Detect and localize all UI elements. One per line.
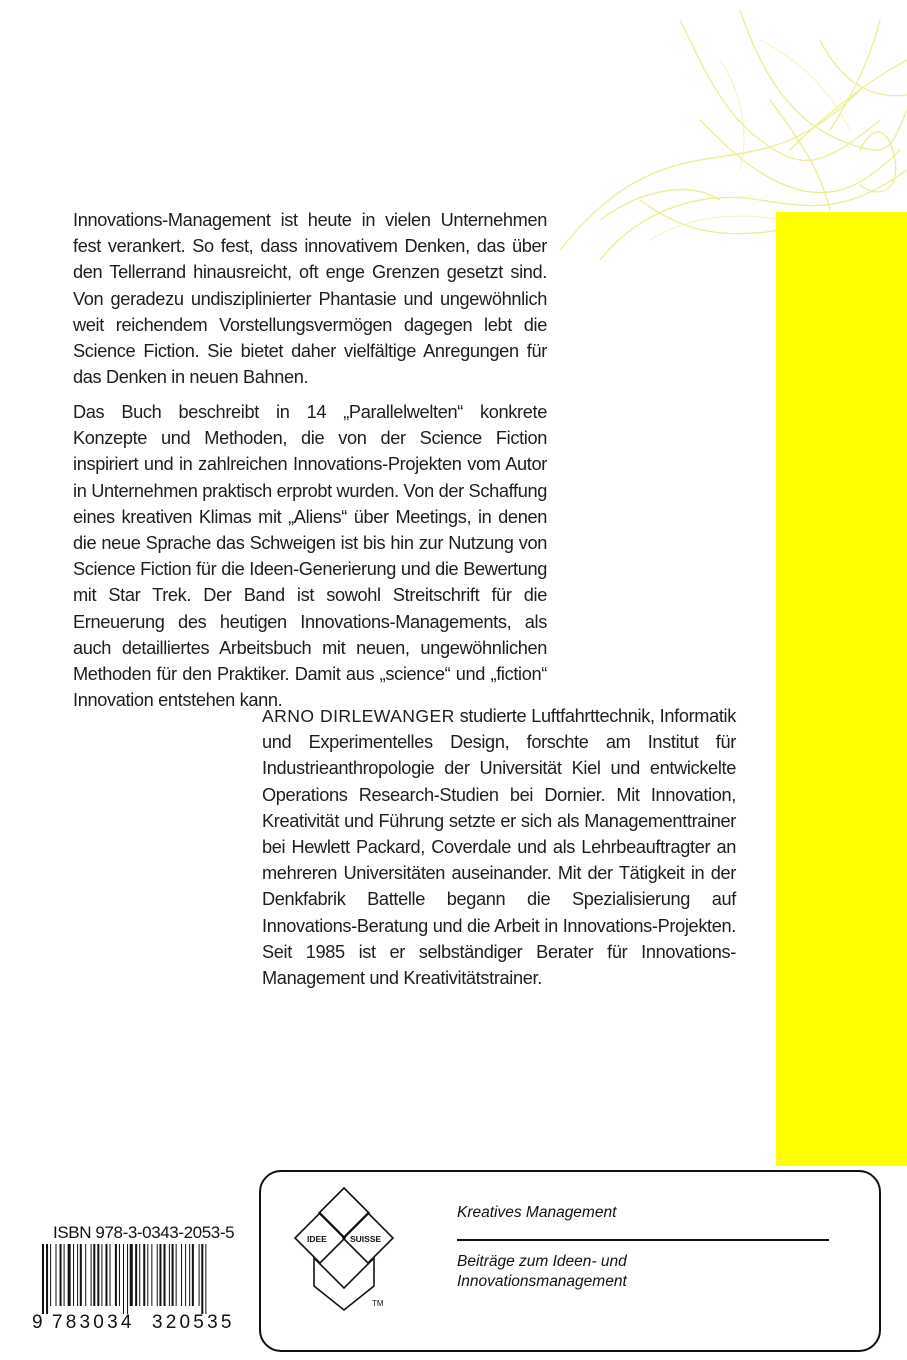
logo-diamond-top [319, 1188, 369, 1238]
barcode-bar [169, 1244, 170, 1306]
series-subtitle: Beiträge zum Ideen- und Innovationsmanagement [457, 1253, 627, 1290]
barcode-bar [123, 1244, 124, 1314]
author-bio [262, 703, 736, 991]
barcode-bar [181, 1244, 182, 1306]
barcode-bar [159, 1244, 161, 1306]
barcode-bar [147, 1244, 148, 1306]
barcode-bar [119, 1244, 120, 1306]
barcode-bar [115, 1244, 117, 1306]
barcode-bar [135, 1244, 137, 1306]
logo-text-idee: IDEE [307, 1234, 327, 1244]
author-bio-text: studierte Luftfahrttechnik, Informatik und Experimentelles Design, forschte am Institut für Industrieanthropologie der Universität Kiel und entwickelte Operations Research-Studien bei Dornier. Mit Innovation, Kreativität und Führung setzte er sich als Managementtrainer bei Hewlett Packard, Coverdale und als Lehrbeauftragter an mehreren Universitäten auseinander. Mit der Tätigkeit in der Denkfabrik Battelle begann die Spezialisierung auf Innovations-Beratung und die Arbeit in Innovations-Projekten. Seit 1985 ist er selbständiger Berater für Innovations-Management und Kreativitätstrainer. [262, 706, 736, 989]
logo-trademark: TM [372, 1299, 384, 1308]
barcode-bar [172, 1244, 174, 1306]
yellow-accent-bar [776, 212, 907, 1166]
series-divider [457, 1239, 829, 1241]
author-name: ARNO DIRLEWANGER [262, 706, 455, 726]
barcode-bar [127, 1244, 128, 1314]
barcode-bar [73, 1244, 74, 1306]
series-title: Kreatives Management [457, 1204, 617, 1221]
barcode-bar [56, 1244, 57, 1306]
barcode-bar [93, 1244, 95, 1306]
barcode-bar [46, 1244, 48, 1314]
barcode-bar [157, 1244, 158, 1306]
barcode-bar [205, 1244, 206, 1314]
isbn-label: ISBN 978-3-0343-2053-5 [53, 1223, 235, 1242]
barcode-digit-first: 9 [32, 1312, 43, 1330]
barcode-digits-right: 320535 [152, 1312, 235, 1330]
barcode-bar [68, 1244, 71, 1306]
barcode-bar [199, 1244, 200, 1306]
barcode-bar [189, 1244, 190, 1306]
barcode-bar [77, 1244, 78, 1306]
blurb-paragraph-2: Das Buch beschreibt in 14 „Parallelwelten“ konkrete Konzepte und Methoden, die von der Science Fiction inspiriert und in zahlreichen Innovations-Projekten vom Autor in Unternehmen praktisch erprobt wurden. Von der Schaffung eines kreativen Klimas mit „Aliens“ über Meetings, in denen die neue Sprache das Schweigen ist bis hin zur Nutzung von Science Fiction für die Ideen-Generierung und die Bewertung mit Star Trek. Der Band ist sowohl Streitschrift für die Erneuerung des heutigen Innovations-Managements, als auch detailliertes Arbeitsbuch mit neuen, ungewöhnlichen Methoden für den Praktiker. Damit aus „science“ und „fiction“ Innovation entstehen kann. [73, 402, 547, 711]
barcode-bar [91, 1244, 92, 1306]
barcode-bar [130, 1244, 133, 1306]
barcode-bar [50, 1244, 51, 1306]
idee-suisse-logo [284, 1186, 404, 1312]
logo-text-suisse: SUISSE [350, 1234, 382, 1244]
barcode-bar [143, 1244, 145, 1306]
barcode-bar [64, 1244, 65, 1306]
blurb-paragraph-1: Innovations-Management ist heute in vielen Unternehmen fest verankert. So fest, dass innovativem Denken, das über den Tellerrand hinausreicht, oft enge Grenzen gesetzt sind. Von geradezu undisziplinierter Phantasie und ungewöhnlich weit reichendem Vorstellungsvermögen dagegen lebt die Science Fiction. Sie bietet daher vielfältige Anregungen für das Denken in neuen Bahnen. [73, 210, 547, 388]
barcode-bar [80, 1244, 82, 1306]
barcode-bar [201, 1244, 203, 1314]
barcode-bar [101, 1244, 102, 1306]
barcode-bar [185, 1244, 186, 1306]
barcode-bar [139, 1244, 140, 1306]
barcode-bar [85, 1244, 86, 1306]
barcode-bar [97, 1244, 99, 1306]
barcode [30, 1244, 258, 1330]
barcode-bar [42, 1244, 44, 1314]
barcode-bar [192, 1244, 194, 1306]
barcode-bar [105, 1244, 107, 1306]
barcode-bar [60, 1244, 62, 1306]
barcode-bar [110, 1244, 111, 1306]
logo-chevron [314, 1258, 374, 1310]
barcode-bar [164, 1244, 166, 1306]
barcode-bar [176, 1244, 177, 1306]
barcode-bar [151, 1244, 152, 1306]
barcode-digits-left: 783034 [52, 1312, 135, 1330]
